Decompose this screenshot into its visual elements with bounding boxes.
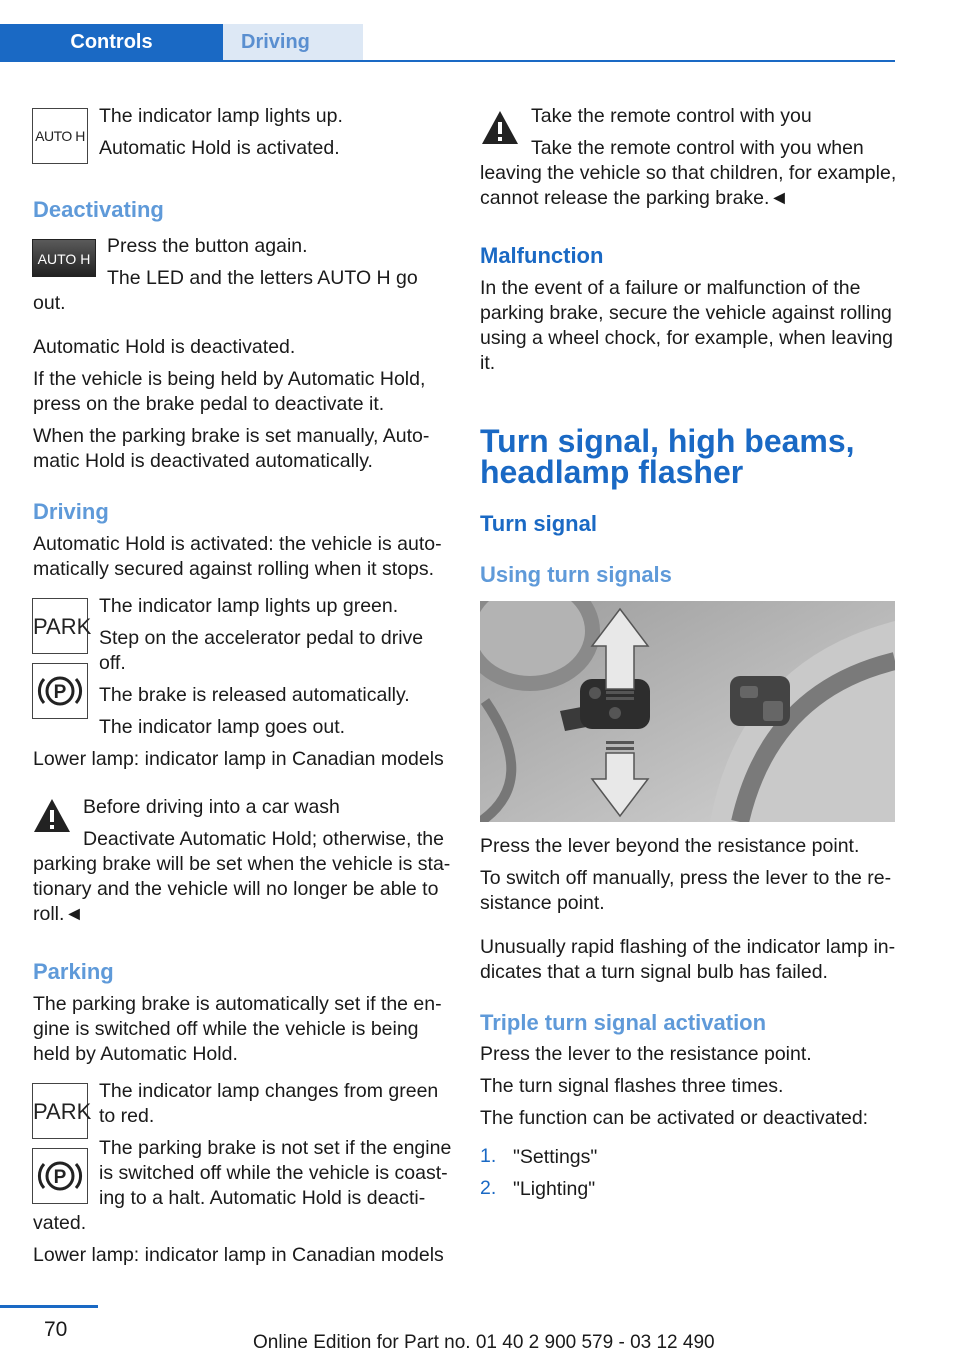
text: roll.◄ xyxy=(33,903,84,925)
text: held by Automatic Hold. xyxy=(33,1043,238,1065)
text: Press the lever beyond the resistance point. xyxy=(480,835,860,857)
text: parking brake will be set when the vehicle is sta‐ xyxy=(33,853,451,875)
text: using a wheel chock, for example, when leaving xyxy=(480,327,893,349)
tab-driving[interactable]: Driving xyxy=(223,24,363,60)
text: The indicator lamp changes from green xyxy=(99,1080,439,1102)
text: Take the remote control with you when xyxy=(531,137,864,159)
heading-deactivating: Deactivating xyxy=(33,197,164,222)
svg-text:P: P xyxy=(53,1167,67,1188)
text: it. xyxy=(480,352,496,374)
list-item-number: 1. xyxy=(480,1145,497,1167)
section-title: Turn signal, high beams, xyxy=(480,423,855,459)
list-item-number: 2. xyxy=(480,1177,497,1199)
text: Press the button again. xyxy=(107,235,308,257)
list-item: "Settings" xyxy=(513,1146,598,1168)
header-rule xyxy=(0,60,895,62)
heading-using-turn-signals: Using turn signals xyxy=(480,562,672,587)
text: gine is switched off while the vehicle is being xyxy=(33,1018,419,1040)
heading-parking: Parking xyxy=(33,959,114,984)
text: leaving the vehicle so that children, for example, xyxy=(480,162,897,184)
online-edition-note: Online Edition for Part no. 01 40 2 900 579 - 03 12 490 xyxy=(253,1332,715,1353)
warning-icon xyxy=(480,109,520,152)
text: The LED and the letters AUTO H go xyxy=(107,267,418,289)
auto-h-button-icon: AUTO H xyxy=(32,239,96,277)
text: In the event of a failure or malfunction of the xyxy=(480,277,861,299)
text: When the parking brake is set manually, Auto‐ xyxy=(33,425,430,447)
text: matic Hold is deactivated automatically. xyxy=(33,450,373,472)
svg-text:P: P xyxy=(53,682,67,703)
text: The indicator lamp goes out. xyxy=(99,716,346,738)
tab-controls[interactable]: Controls xyxy=(0,24,223,60)
text: Take the remote control with you xyxy=(531,105,812,127)
auto-h-indicator-icon: AUTO H xyxy=(32,108,88,164)
text: cannot release the parking brake.◄ xyxy=(480,187,789,209)
text: to red. xyxy=(99,1105,155,1127)
text: The function can be activated or deactivated: xyxy=(480,1107,869,1129)
section-title: headlamp flasher xyxy=(480,454,744,490)
text: The indicator lamp lights up. xyxy=(99,105,343,127)
text: Press the lever to the resistance point. xyxy=(480,1043,812,1065)
text: Before driving into a car wash xyxy=(83,796,340,818)
heading-malfunction: Malfunction xyxy=(480,243,604,268)
text: The parking brake is not set if the engine xyxy=(99,1137,452,1159)
warning-icon xyxy=(32,797,72,840)
footer-rule xyxy=(0,1305,98,1308)
text: parking brake, secure the vehicle against rolling xyxy=(480,302,892,324)
turn-signal-lever-image xyxy=(480,601,895,822)
text: Step on the accelerator pedal to drive xyxy=(99,627,424,649)
text: Lower lamp: indicator lamp in Canadian models xyxy=(33,748,444,770)
text: tionary and the vehicle will no longer be able to xyxy=(33,878,439,900)
text: To switch off manually, press the lever to the re‐ xyxy=(480,867,892,889)
page-number: 70 xyxy=(44,1318,68,1341)
text: is switched off while the vehicle is coast‐ xyxy=(99,1162,448,1184)
text: vated. xyxy=(33,1212,87,1234)
parking-brake-p-icon xyxy=(32,1148,88,1204)
text: out. xyxy=(33,292,66,314)
text: ing to a halt. Automatic Hold is deacti‐ xyxy=(99,1187,426,1209)
text: The brake is released automatically. xyxy=(99,684,410,706)
park-indicator-icon: PARK xyxy=(32,1083,88,1139)
text: off. xyxy=(99,652,126,674)
page-header xyxy=(0,0,960,62)
heading-turn-signal: Turn signal xyxy=(480,511,597,536)
list-item: "Lighting" xyxy=(513,1178,596,1200)
text: Lower lamp: indicator lamp in Canadian models xyxy=(33,1244,444,1266)
text: Automatic Hold is activated. xyxy=(99,137,340,159)
text: If the vehicle is being held by Automatic Hold, xyxy=(33,368,426,390)
text: The turn signal flashes three times. xyxy=(480,1075,784,1097)
park-indicator-icon: PARK xyxy=(32,598,88,654)
parking-brake-p-icon xyxy=(32,663,88,719)
text: Automatic Hold is deactivated. xyxy=(33,336,296,358)
text: The parking brake is automatically set if the en‐ xyxy=(33,993,442,1015)
text: Deactivate Automatic Hold; otherwise, the xyxy=(83,828,444,850)
text: matically secured against rolling when it stops. xyxy=(33,558,435,580)
text: Unusually rapid flashing of the indicator lamp in‐ xyxy=(480,936,896,958)
text: Automatic Hold is activated: the vehicle is auto‐ xyxy=(33,533,442,555)
heading-triple-turn-signal: Triple turn signal activation xyxy=(480,1010,767,1035)
text: dicates that a turn signal bulb has failed. xyxy=(480,961,828,983)
text: The indicator lamp lights up green. xyxy=(99,595,399,617)
text: sistance point. xyxy=(480,892,605,914)
text: press on the brake pedal to deactivate it. xyxy=(33,393,385,415)
heading-driving: Driving xyxy=(33,499,109,524)
